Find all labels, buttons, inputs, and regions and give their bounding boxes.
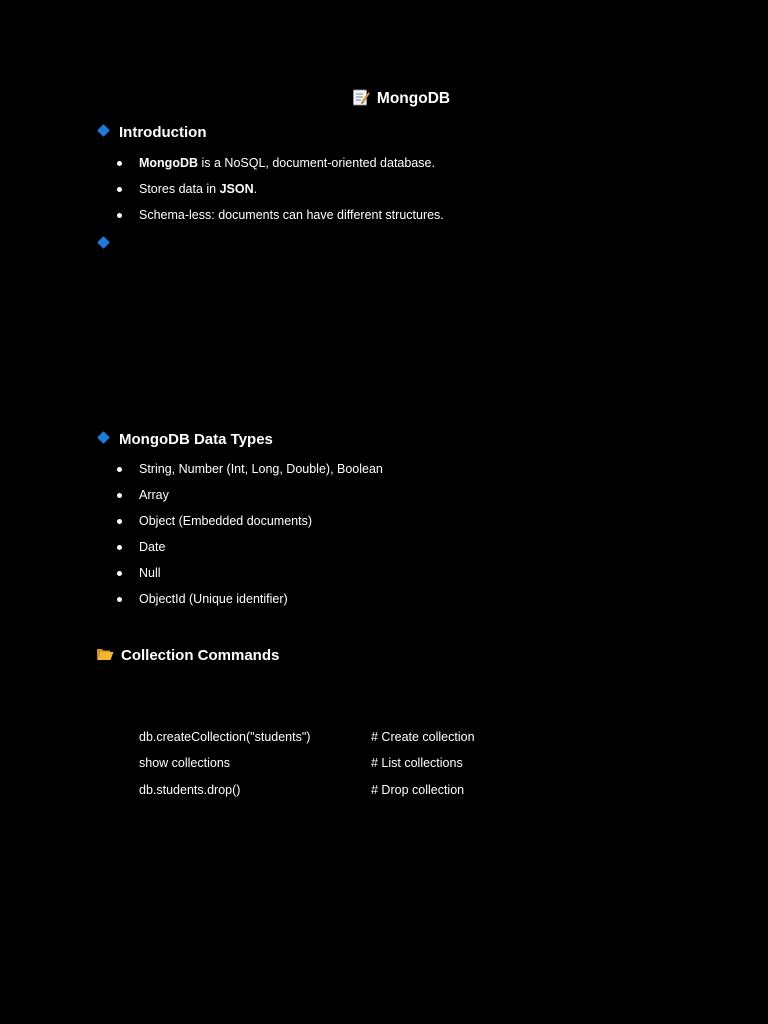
command-code: show collections [139, 756, 231, 771]
open-folder-icon [96, 647, 114, 661]
page-title [0, 88, 768, 108]
memo-icon [352, 88, 370, 106]
bullet-icon [117, 545, 122, 550]
section-heading-collection-commands [96, 647, 279, 664]
list-item [116, 539, 383, 565]
command-code: db.students.drop() [139, 782, 241, 797]
section-heading-data-types [96, 431, 273, 448]
command-comment: # Drop collection [371, 782, 465, 797]
section-heading-text: MongoDB Data Types [119, 431, 273, 448]
blue-diamond-icon [97, 236, 110, 249]
item-text: Stores data in [139, 182, 220, 196]
item-text: . [253, 182, 258, 196]
item-text: Schema-less: documents can have different structures. [139, 208, 444, 222]
section-heading-empty [96, 236, 119, 253]
item-text: String, Number (Int, Long, Double), Boolean [139, 462, 383, 476]
list-item [116, 207, 444, 233]
command-comment: # Create collection [371, 730, 475, 744]
command-comment: # List collections [371, 756, 463, 771]
list-item [116, 487, 383, 513]
list-item [116, 155, 444, 181]
bullet-icon [117, 467, 122, 472]
list-item [116, 513, 383, 539]
bullet-icon [117, 597, 122, 602]
bullet-icon [117, 571, 122, 576]
bold-term: JSON [219, 182, 254, 196]
list-item [116, 591, 383, 617]
list-item [116, 181, 444, 207]
page-title-text: MongoDB [376, 90, 451, 107]
introduction-list [116, 155, 444, 233]
bullet-icon [117, 519, 122, 524]
blue-diamond-icon [97, 124, 110, 137]
bullet-icon [117, 493, 122, 498]
blue-diamond-icon [97, 431, 110, 444]
item-text: Object (Embedded documents) [139, 514, 313, 528]
item-text: ObjectId (Unique identifier) [139, 592, 288, 606]
section-heading-introduction [96, 124, 206, 141]
bullet-icon [117, 213, 122, 218]
data-types-list [116, 461, 383, 617]
command-code: db.createCollection("students") [139, 730, 311, 744]
item-text: is a NoSQL, document-oriented database. [198, 156, 435, 170]
list-item [116, 461, 383, 487]
item-text: Array [139, 488, 169, 502]
bold-term: MongoDB [139, 156, 199, 170]
section-heading-text: Introduction [119, 124, 207, 141]
list-item [116, 565, 383, 591]
bullet-icon [117, 161, 122, 166]
section-heading-text: Collection Commands [121, 647, 280, 664]
item-text: Null [139, 566, 161, 580]
bullet-icon [117, 187, 122, 192]
item-text: Date [139, 540, 166, 554]
